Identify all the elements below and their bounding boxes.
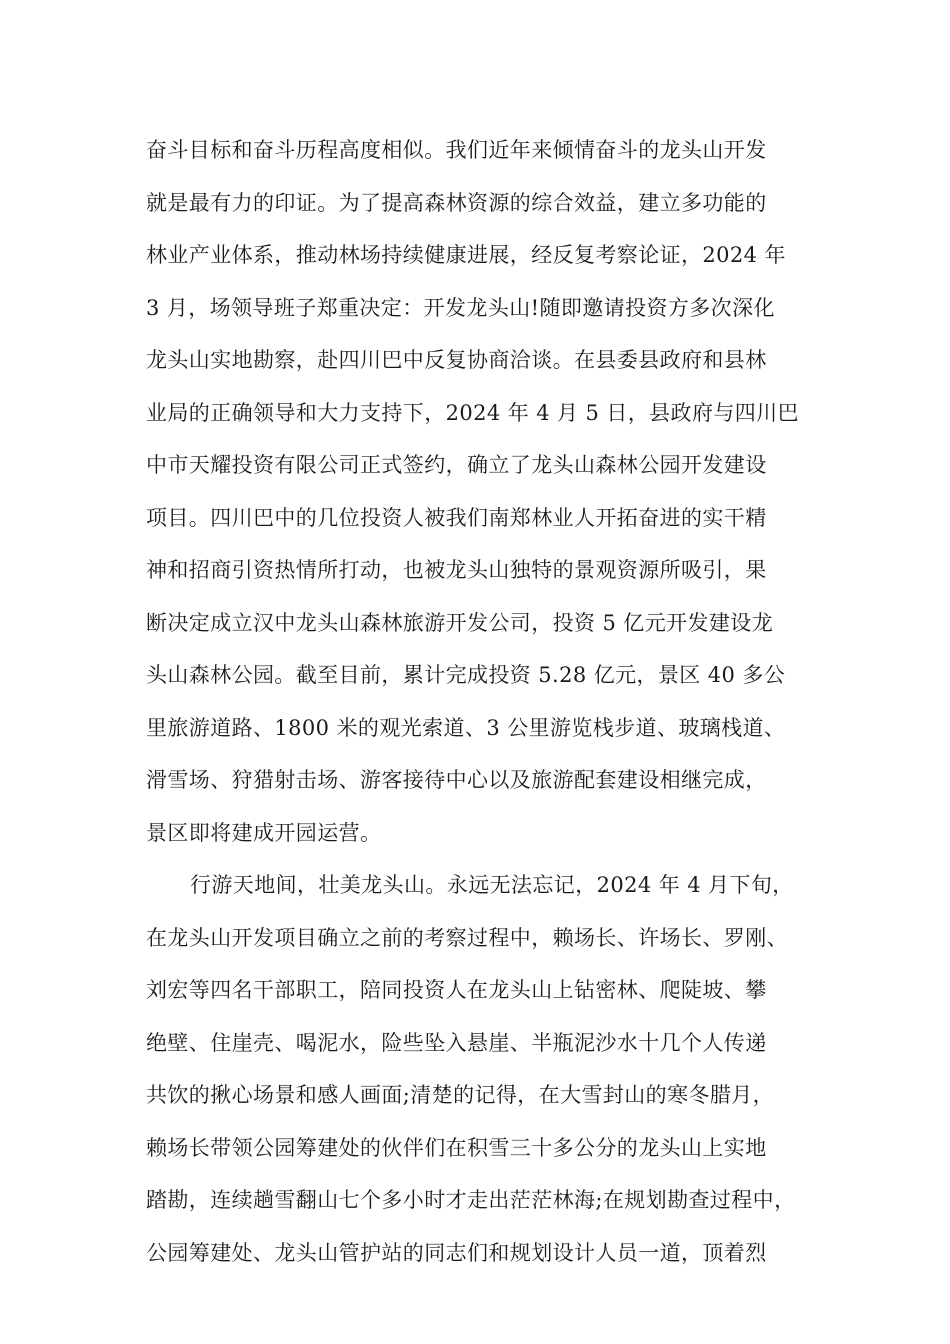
text-line: 在龙头山开发项目确立之前的考察过程中，赖场长、许场长、罗刚、: [146, 925, 788, 950]
text-line: 滑雪场、狩猎射击场、游客接待中心以及旅游配套建设相继完成，: [146, 768, 767, 792]
text-line: 奋斗目标和奋斗历程高度相似。我们近年来倾情奋斗的龙头山开发: [146, 138, 767, 162]
text-line: 业局的正确领导和大力支持下，2024 年 4 月 5 日，县政府与四川巴: [146, 400, 799, 425]
text-line: 中市天耀投资有限公司正式签约，确立了龙头山森林公园开发建设: [146, 453, 767, 477]
text-line: 里旅游道路、1800 米的观光索道、3 公里游览栈步道、玻璃栈道、: [146, 715, 786, 740]
paragraph-first-line: 行游天地间，壮美龙头山。永远无法忘记，2024 年 4 月下旬，: [190, 873, 794, 897]
text-line: 就是最有力的印证。为了提高森林资源的综合效益，建立多功能的: [146, 190, 767, 215]
document-body: [146, 130, 806, 1285]
text-line: 公园筹建处、龙头山管护站的同志们和规划设计人员一道，顶着烈: [146, 1240, 767, 1265]
text-line: 神和招商引资热情所打动，也被龙头山独特的景观资源所吸引，果: [146, 558, 767, 582]
text-line: 龙头山实地勘察，赴四川巴中反复协商洽谈。在县委县政府和县林: [146, 348, 767, 372]
text-line: 踏勘，连续趟雪翻山七个多小时才走出茫茫林海;在规划勘查过程中，: [146, 1188, 796, 1212]
text-line: 刘宏等四名干部职工，陪同投资人在龙头山上钻密林、爬陡坡、攀: [146, 978, 767, 1002]
text-line: 头山森林公园。截至目前，累计完成投资 5.28 亿元，景区 40 多公: [146, 663, 786, 687]
text-line: 林业产业体系，推动林场持续健康进展，经反复考察论证，2024 年: [146, 243, 786, 267]
text-line: 3 月，场领导班子郑重决定：开发龙头山!随即邀请投资方多次深化: [146, 295, 775, 320]
text-line: 赖场长带领公园筹建处的伙伴们在积雪三十多公分的龙头山上实地: [146, 1135, 767, 1160]
text-line: 共饮的揪心场景和感人画面;清楚的记得，在大雪封山的寒冬腊月，: [146, 1083, 775, 1107]
text-line: 景区即将建成开园运营。: [146, 820, 382, 845]
text-line: 项目。四川巴中的几位投资人被我们南郑林业人开拓奋进的实干精: [146, 505, 767, 530]
text-line: 断决定成立汉中龙头山森林旅游开发公司，投资 5 亿元开发建设龙: [146, 610, 774, 635]
text-line: 绝壁、住崖壳、喝泥水，险些坠入悬崖、半瓶泥沙水十几个人传递: [146, 1030, 767, 1055]
